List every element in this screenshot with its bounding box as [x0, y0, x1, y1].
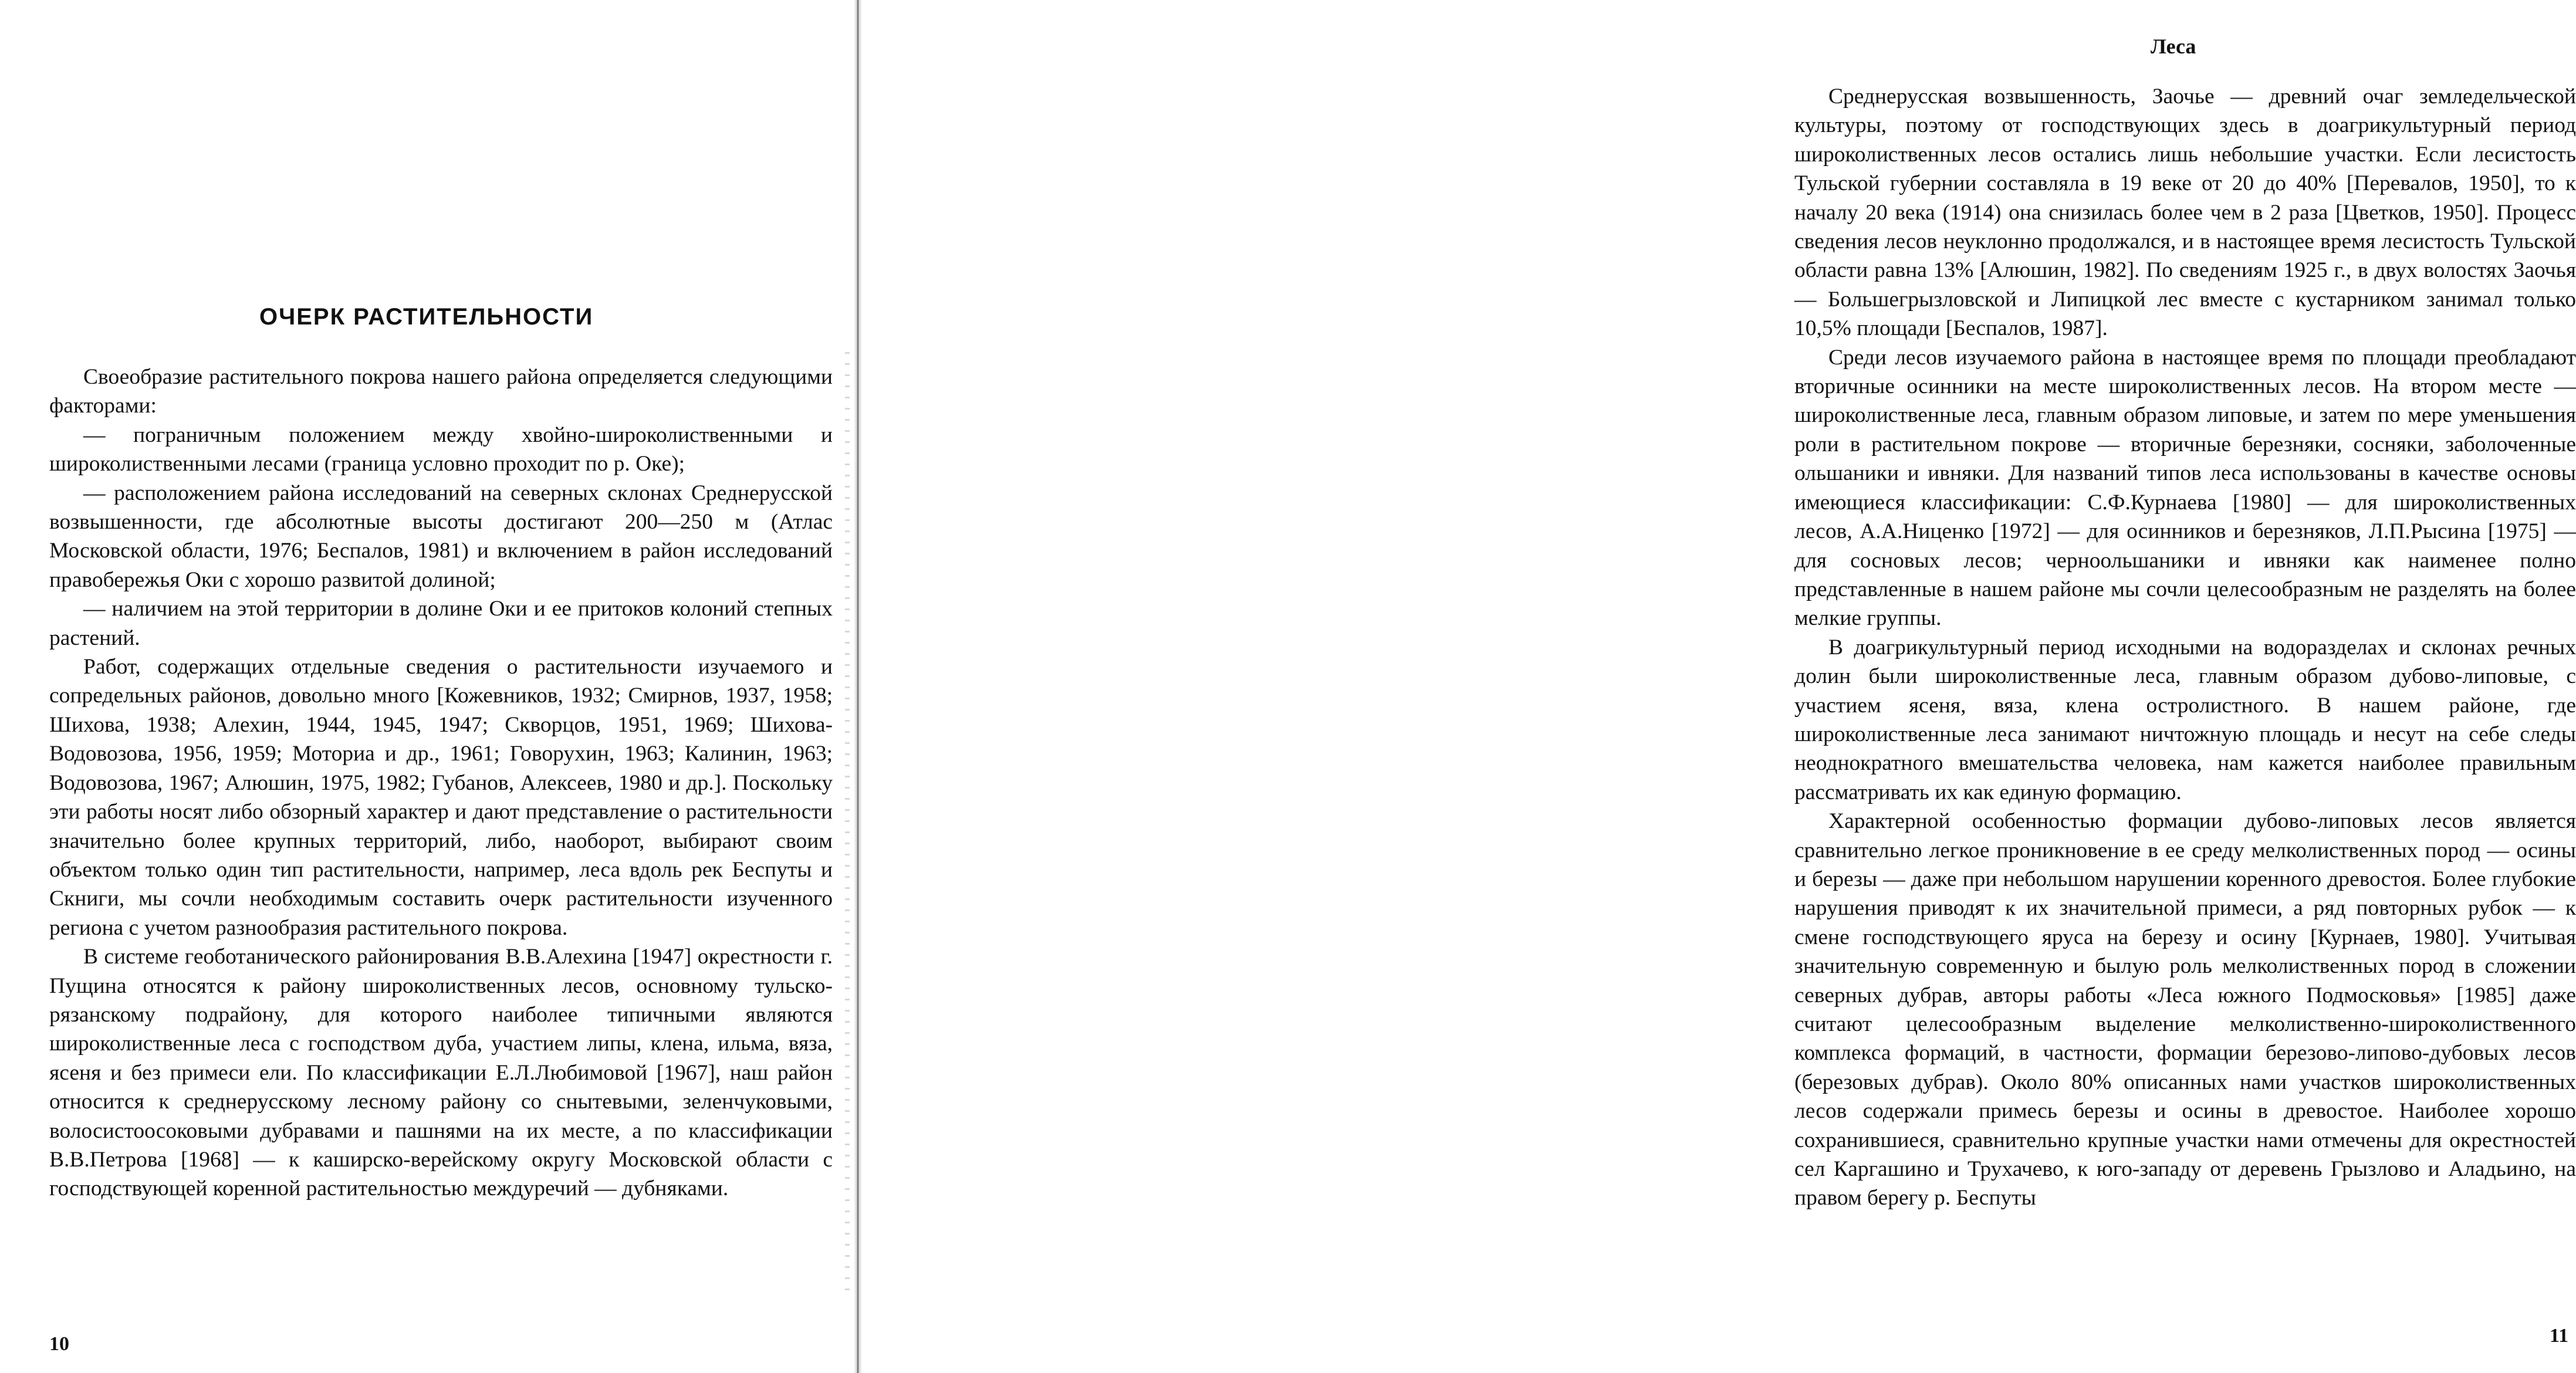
list-item: — расположением района исследований на северных склонах Среднерусской возвышенности, где абсолютные высоты достигают 200—250 м (Атлас Московской области, 1976; Беспалов, 1981) и включением в район исследований правобережья Оки с хорошо развитой долиной; — [49, 481, 833, 592]
list-item: — наличием на этой территории в долине Оки и ее притоков колоний степных растений. — [49, 597, 833, 650]
right-page-body — [1794, 82, 2576, 1213]
left-page — [0, 0, 863, 1373]
right-page-title: Леса — [2151, 35, 2196, 58]
page-number: 11 — [2550, 1325, 2569, 1347]
left-page-body — [49, 363, 833, 1203]
right-page — [868, 0, 2576, 1373]
paragraph: Своеобразие растительного покрова нашего района определяется следующими факторами: — [49, 365, 833, 418]
paragraph: В доагрикультурный период исходными на водоразделах и склонах речных долин были широколиственные леса, главным образом дубово-липовые, с участием ясеня, вяза, клена остролистного. В нашем районе, где широколиственные леса занимают ничтожную площадь и несут на себе следы неоднократного вмешательства человека, нам кажется наиболее правильным рассматривать их как единую формацию. — [1794, 635, 2576, 804]
list-item: — пограничным положением между хвойно-широколиственными и широколиственными лесами (граница условно проходит по р. Оке); — [49, 422, 833, 476]
paragraph: Среди лесов изучаемого района в настоящее время по площади преобладают вторичные осинники на месте широколиственных лесов. На втором месте — широколиственные леса, главным образом липовые, и затем по мере уменьшения роли в растительном покрове — вторичные березняки, сосняки, заболоченные ольшаники и ивняки. Для названий типов леса использованы в качестве основы имеющиеся классификации: С.Ф.Курнаева [1980] — для широколиственных лесов, А.А.Ниценко [1972] — для осинников и березняков, Л.П.Рысина [1975] — для сосновых лесов; черноольшаники и ивняки как наименее полно представленные в нашем районе мы сочли целесообразным не разделять на более мелкие группы. — [1794, 345, 2576, 631]
paragraph: Характерной особенностью формации дубово-липовых лесов является сравнительно легкое проникновение в ее среду мелколиственных пород — осины и березы — даже при небольшом нарушении коренного древостоя. Более глубокие нарушения приводят к их значительной примеси, а ряд повторных рубок — к смене господствующего яруса на березу и осину [Курнаев, 1980]. Учитывая значительную современную и былую роль мелколиственных пород в сложении северных дубрав, авторы работы «Леса южного Подмосковья» [1985] даже считают целесообразным выделение мелколиственно-широколиственного комплекса формаций, в частности, формации березово-липово-дубовых лесов (березовых дубрав). Около 80% описанных нами участков широколиственных лесов содержали примесь березы и осины в древостое. Наиболее хорошо сохранившиеся, сравнительно крупные участки нами отмечены для окрестностей сел Каргашино и Трухачево, к юго-западу от деревень Грызлово и Аладьино, на правом берегу р. Беспуты — [1794, 809, 2576, 1210]
left-page-title: ОЧЕРК РАСТИТЕЛЬНОСТИ — [259, 304, 594, 330]
gutter-shadow-dots — [845, 352, 850, 1291]
paragraph: Среднерусская возвышенность, Заочье — древний очаг земледельческой культуры, поэтому от господствующих здесь в доагрикультурный период широколиственных лесов остались лишь небольшие участки. Если лесистость Тульской губернии составляла в 19 веке от 20 до 40% [Перевалов, 1950], то к началу 20 века (1914) она снизилась более чем в 2 раза [Цветков, 1950]. Процесс сведения лесов неуклонно продолжался, и в настоящее время лесистость Тульской области равна 13% [Алюшин, 1982]. По сведениям 1925 г., в двух волостях Заочья — Большегрызловской и Липицкой лес вместе с кустарником занимал только 10,5% площади [Беспалов, 1987]. — [1794, 84, 2576, 341]
page-number: 10 — [49, 1333, 69, 1355]
paragraph: Работ, содержащих отдельные сведения о растительности изучаемого и сопредельных районов, довольно много [Кожевников, 1932; Смирнов, 1937, 1958; Шихова, 1938; Алехин, 1944, 1945, 1947; Скворцов, 1951, 1969; Шихова-Водовозова, 1956, 1959; Моториа и др., 1961; Говорухин, 1963; Калинин, 1963; Водовозова, 1967; Алюшин, 1975, 1982; Губанов, Алексеев, 1980 и др.]. Поскольку эти работы носят либо обзорный характер и дают представление о растительности значительно более крупных территорий, либо, наоборот, выбирают своим объектом только один тип растительности, например, леса вдоль рек Беспуты и Скниги, мы сочли необходимым составить очерк растительности изученного региона с учетом разнообразия растительного покрова. — [49, 655, 833, 940]
paragraph: В системе геоботанического районирования В.В.Алехина [1947] окрестности г. Пущина относятся к району широколиственных лесов, основному тульско-рязанскому подрайону, для которого наиболее типичными являются широколиственные леса с господством дуба, участием липы, клена, ильма, вяза, ясеня и без примеси ели. По классификации Е.Л.Любимовой [1967], наш район относится к среднерусскому лесному району со снытевыми, зеленчуковыми, волосистоосоковыми дубравами и пашнями на их месте, а по классификации В.В.Петрова [1968] — к каширско-верейскому округу Московской области с господствующей коренной растительностью междуречий — дубняками. — [49, 945, 833, 1201]
book-gutter — [854, 0, 862, 1373]
